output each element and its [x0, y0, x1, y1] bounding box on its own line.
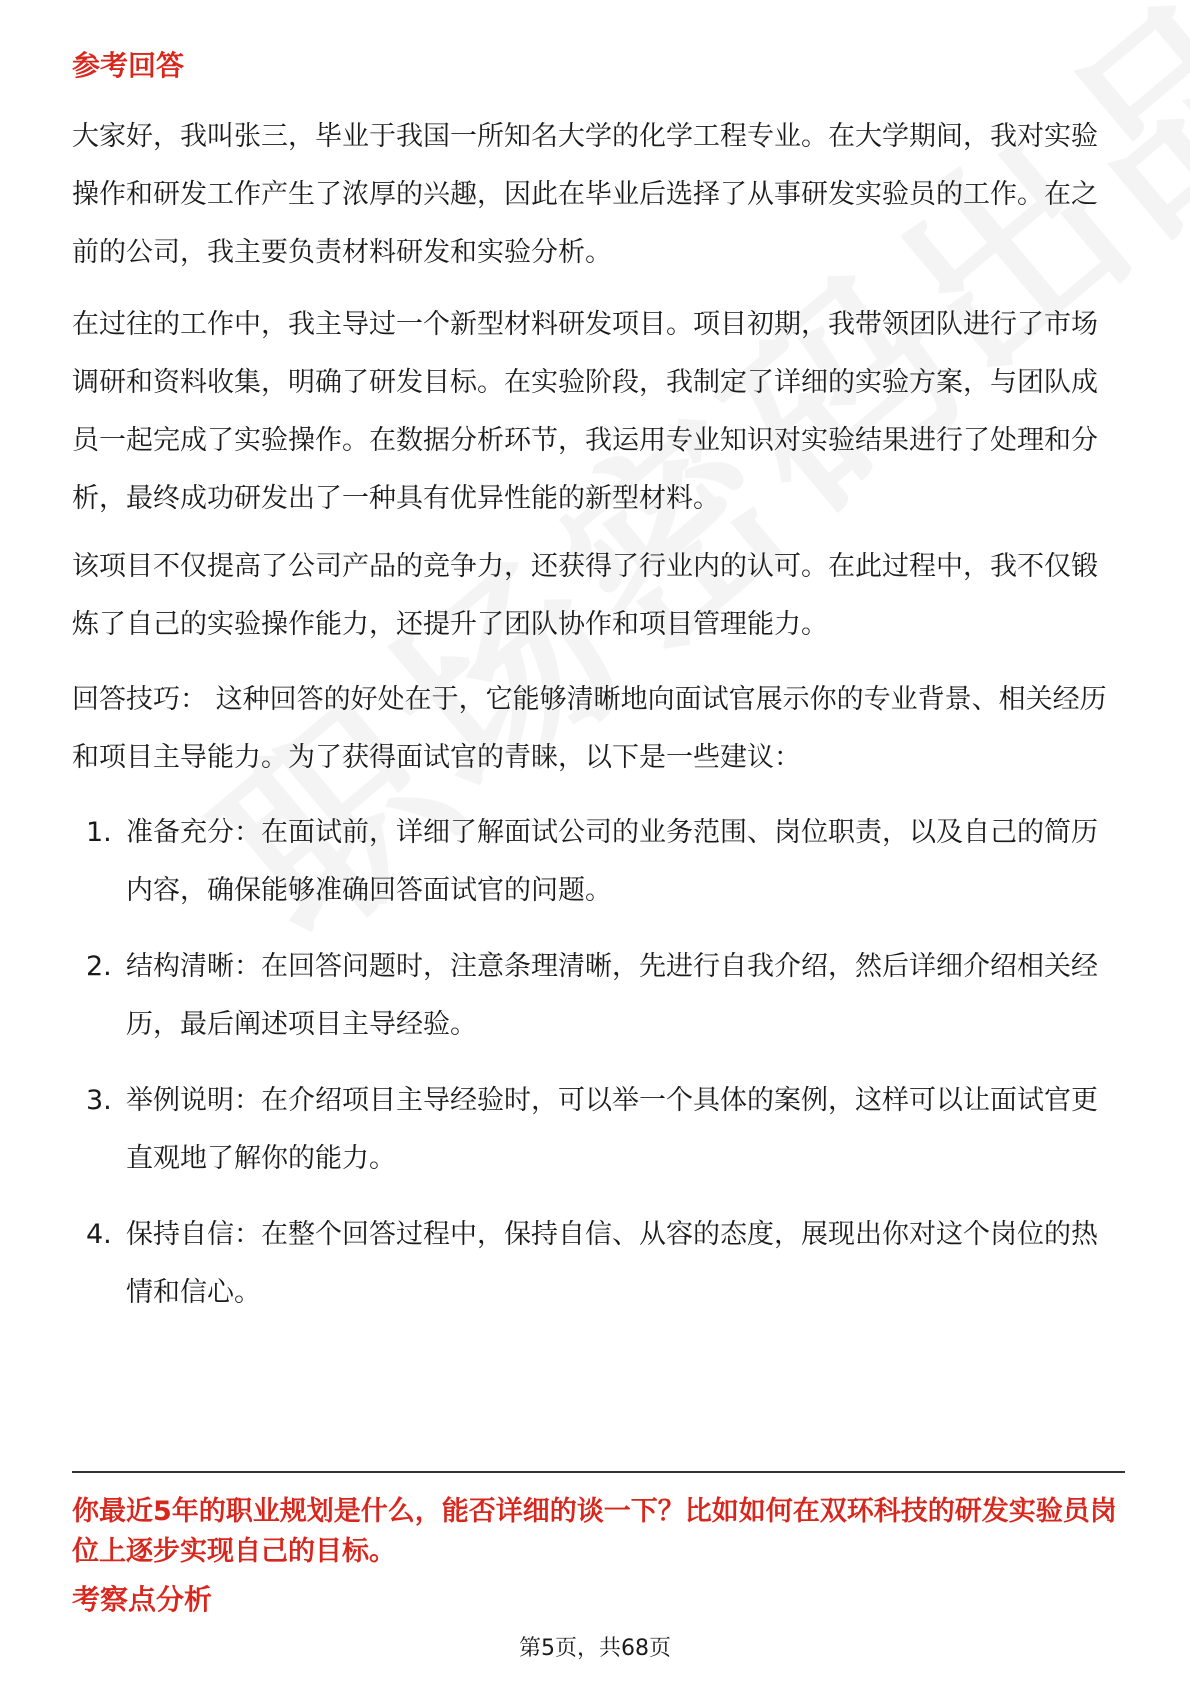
list-text: 准备充分：在面试前，详细了解面试公司的业务范围、岗位职责，以及自己的简历内容，确保能够准确回答面试官的问题。 [126, 817, 1098, 906]
list-item [72, 1206, 1122, 1322]
answer-heading: 参考回答 [72, 49, 185, 82]
next-question: 你最近5年的职业规划是什么，能否详细的谈一下？比如如何在双环科技的研发实验员岗位上逐步实现自己的目标。 [72, 1496, 1117, 1567]
list-item [72, 938, 1122, 1054]
list-number: 3. [86, 1085, 112, 1116]
list-text: 结构清晰：在回答问题时，注意条理清晰，先进行自我介绍，然后详细介绍相关经历，最后阐述项目主导经验。 [126, 951, 1098, 1040]
intro-paragraph: 大家好，我叫张三，毕业于我国一所知名大学的化学工程专业。在大学期间，我对实验操作和研发工作产生了浓厚的兴趣，因此在毕业后选择了从事研发实验员的工作。在之前的公司，我主要负责材料研发和实验分析。 [72, 121, 1098, 268]
project-paragraph: 在过往的工作中，我主导过一个新型材料研发项目。项目初期，我带领团队进行了市场调研和资料收集，明确了研发目标。在实验阶段，我制定了详细的实验方案，与团队成员一起完成了实验操作。在数据分析环节，我运用专业知识对实验结果进行了处理和分析，最终成功研发出了一种具有优异性能的新型材料。 [72, 309, 1098, 514]
analysis-heading: 考察点分析 [72, 1583, 213, 1616]
list-number: 2. [86, 951, 112, 982]
result-paragraph: 该项目不仅提高了公司产品的竞争力，还获得了行业内的认可。在此过程中，我不仅锻炼了自己的实验操作能力，还提升了团队协作和项目管理能力。 [72, 551, 1098, 640]
list-item [72, 1072, 1122, 1188]
list-item [72, 804, 1122, 920]
list-number: 4. [86, 1219, 112, 1250]
section-divider [72, 1471, 1125, 1473]
page-footer: 第5页，共68页 [519, 1636, 671, 1661]
list-number: 1. [86, 817, 112, 848]
list-text: 保持自信：在整个回答过程中，保持自信、从容的态度，展现出你对这个岗位的热情和信心。 [126, 1219, 1098, 1308]
list-text: 举例说明：在介绍项目主导经验时，可以举一个具体的案例，这样可以让面试官更直观地了解你的能力。 [126, 1085, 1098, 1174]
tips-intro-paragraph: 回答技巧： 这种回答的好处在于，它能够清晰地向面试官展示你的专业背景、相关经历和项目主导能力。为了获得面试官的青睐，以下是一些建议： [72, 684, 1107, 773]
